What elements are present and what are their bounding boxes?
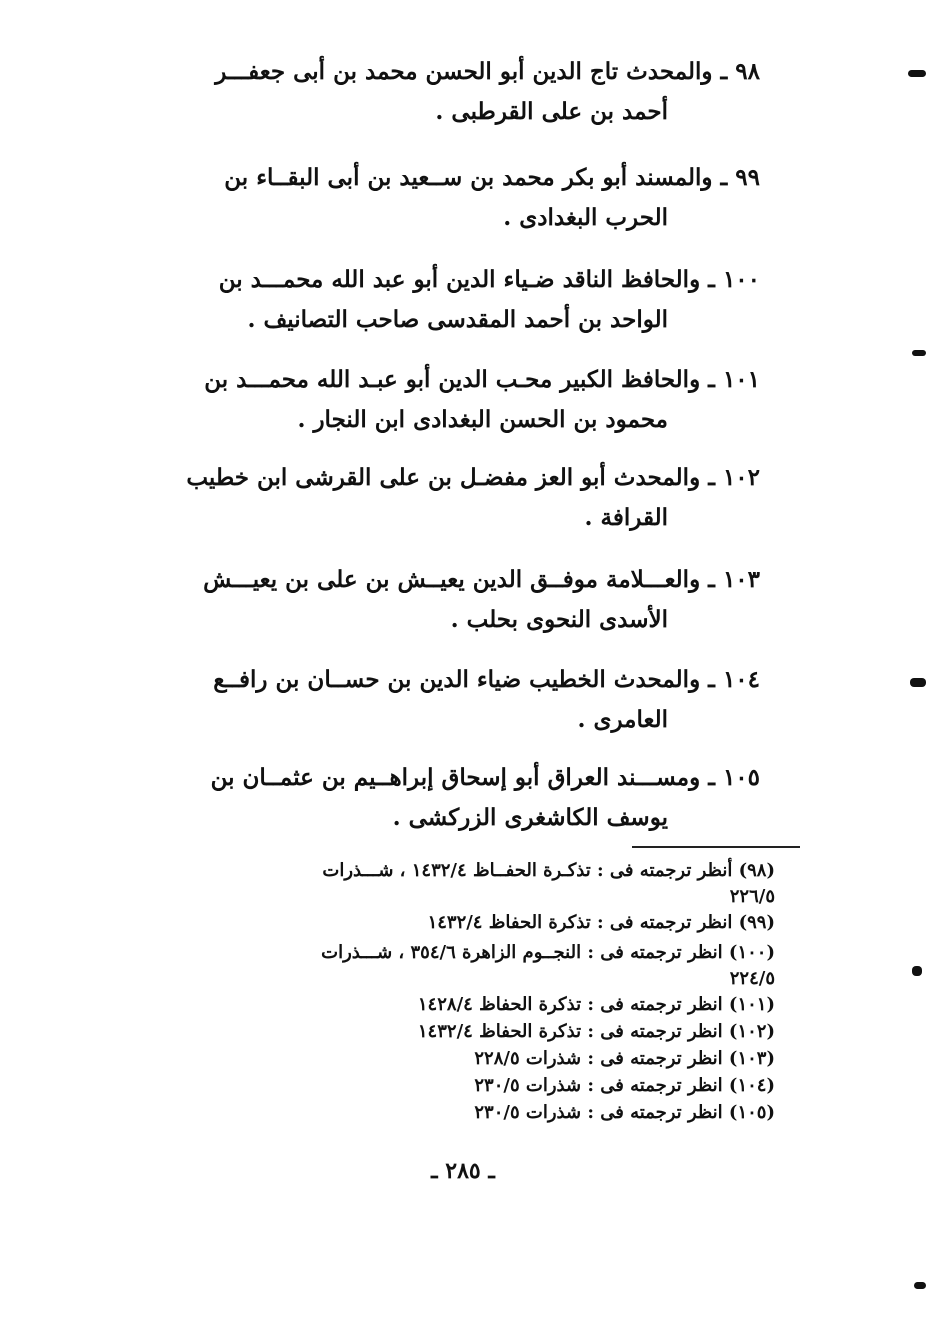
footnote-100: (١٠٠) انظر ترجمته فى : النجــوم الزاهرة ٣٥٤/٦ ، شـــذرات	[321, 942, 775, 963]
entry-line: محمود بن الحسن البغدادى ابن النجار .	[297, 406, 668, 433]
footnote-99: (٩٩) انظر ترجمته فى : تذكرة الحفاظ ١٤٣٢/٤	[427, 912, 775, 933]
entry-98	[160, 52, 760, 132]
entry-102	[160, 458, 760, 538]
entry-line: ١٠٢ ـ والمحدث أبو العز مفضـل بن على القرشى ابن خطيب	[186, 464, 760, 491]
footnote-98-continued: ٢٢٦/٥	[729, 886, 775, 907]
entry-line: العامرى .	[577, 706, 668, 733]
entry-99	[160, 158, 760, 238]
entry-line: ١٠٣ ـ والعـــلامة موفــق الدين يعيــش بن على بن يعيـــش	[203, 566, 760, 593]
entry-line: ١٠٠ ـ والحافظ الناقد ضـياء الدين أبو عبد الله محمـــد بن	[218, 266, 760, 293]
entry-105	[160, 758, 760, 838]
entry-line: ١٠٤ ـ والمحدث الخطيب ضياء الدين بن حســان بن رافــع	[213, 666, 760, 693]
entry-104	[160, 660, 760, 740]
entry-line: الواحد بن أحمد المقدسى صاحب التصانيف .	[247, 306, 668, 333]
entry-line: ٩٨ ـ والمحدث تاج الدين أبو الحسن محمد بن أبى جعفـــر	[215, 58, 760, 85]
scan-edge-mark	[910, 678, 926, 687]
scan-edge-mark	[908, 70, 926, 77]
entry-line: ٩٩ ـ والمسند أبو بكر محمد بن ســعيد بن أبى البقــاء بن	[224, 164, 760, 191]
entry-line: أحمد بن على القرطبى .	[435, 98, 668, 125]
footnote-100-continued: ٢٢٤/٥	[729, 968, 775, 989]
entry-103	[160, 560, 760, 640]
entry-line: يوسف الكاشغرى الزركشى .	[392, 804, 668, 831]
entry-101	[160, 360, 760, 440]
entry-line: القرافة .	[584, 504, 668, 531]
entry-line: الأسدى النحوى بحلب .	[450, 606, 668, 633]
page-number: ـ ٢٨٥ ـ	[431, 1158, 495, 1184]
entry-line: ١٠١ ـ والحافظ الكبير محـب الدين أبو عبـد الله محمـــد بن	[204, 366, 760, 393]
entry-100	[160, 260, 760, 340]
footnote-103: (١٠٣) انظر ترجمته فى : شذرات ٢٢٨/٥	[474, 1048, 775, 1069]
entry-line: ١٠٥ ـ ومســـند العراق أبو إسحاق إبراهــيم بن عثمــان بن	[210, 764, 760, 791]
footnote-divider	[632, 846, 800, 848]
scan-edge-mark	[912, 350, 926, 356]
footnote-98: (٩٨) أنظر ترجمته فى : تذكـرة الحفــاظ ١٤٣٢/٤ ، شـــذرات	[322, 860, 775, 881]
scan-edge-mark	[914, 1282, 926, 1289]
footnote-104: (١٠٤) انظر ترجمته فى : شذرات ٢٣٠/٥	[474, 1075, 775, 1096]
footnote-101: (١٠١) انظر ترجمته فى : تذكرة الحفاظ ١٤٢٨/٤	[417, 994, 775, 1015]
entry-line: الحرب البغدادى .	[503, 204, 668, 231]
footnote-102: (١٠٢) انظر ترجمته فى : تذكرة الحفاظ ١٤٣٢/٤	[417, 1021, 775, 1042]
scan-edge-mark	[912, 966, 922, 976]
footnote-105: (١٠٥) انظر ترجمته فى : شذرات ٢٣٠/٥	[474, 1102, 775, 1123]
